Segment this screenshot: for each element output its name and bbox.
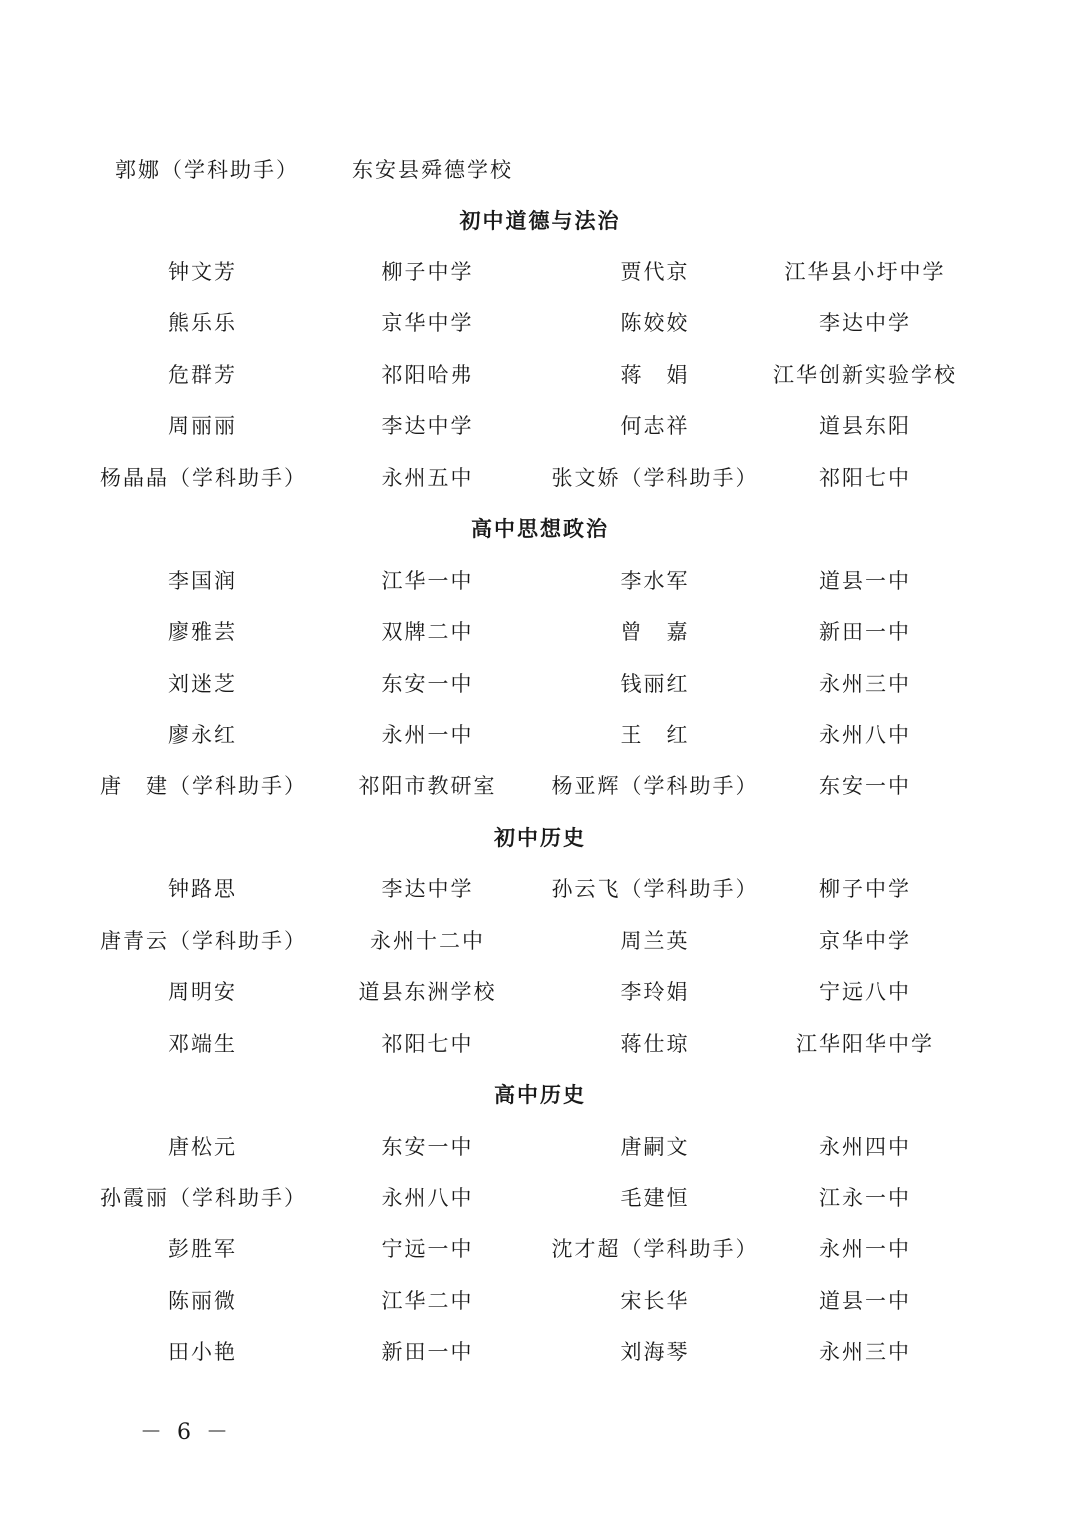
teacher-name: 唐 建（学科助手） bbox=[100, 774, 307, 798]
school-name: 祁阳市教研室 bbox=[358, 774, 497, 798]
teacher-name: 钟文芳 bbox=[168, 260, 237, 284]
teacher-name: 廖雅芸 bbox=[168, 620, 237, 644]
school-name: 永州四中 bbox=[819, 1135, 911, 1159]
teacher-name: 刘海琴 bbox=[620, 1340, 690, 1364]
table-row bbox=[0, 614, 1080, 650]
school-name: 宁远八中 bbox=[819, 980, 911, 1004]
section-title: 高中思想政治 bbox=[471, 516, 609, 541]
teacher-name: 蒋 娟 bbox=[620, 363, 690, 387]
table-row bbox=[0, 563, 1080, 599]
school-name: 双牌二中 bbox=[381, 620, 474, 644]
teacher-name: 贾代京 bbox=[620, 260, 690, 284]
school-name: 柳子中学 bbox=[381, 260, 474, 284]
school-name: 宁远一中 bbox=[381, 1237, 474, 1261]
school-name: 永州五中 bbox=[381, 466, 474, 490]
teacher-name: 杨晶晶（学科助手） bbox=[100, 466, 307, 490]
table-row bbox=[0, 1180, 1080, 1216]
school-name: 江华一中 bbox=[381, 569, 474, 593]
teacher-name: 蒋仕琼 bbox=[620, 1032, 690, 1056]
teacher-name: 钟路思 bbox=[168, 877, 237, 901]
school-name: 东安一中 bbox=[381, 672, 474, 696]
school-name: 永州八中 bbox=[819, 723, 911, 747]
school-name: 东安一中 bbox=[381, 1135, 474, 1159]
teacher-name: 周丽丽 bbox=[168, 414, 237, 438]
teacher-name: 宋长华 bbox=[620, 1289, 690, 1313]
teacher-name: 曾 嘉 bbox=[620, 620, 690, 644]
teacher-name: 陈姣姣 bbox=[620, 311, 690, 335]
teacher-name: 毛建恒 bbox=[620, 1186, 690, 1210]
section-title: 初中历史 bbox=[494, 825, 586, 850]
teacher-name: 钱丽红 bbox=[620, 672, 690, 696]
lead-name: 郭娜（学科助手） bbox=[115, 158, 299, 182]
school-name: 道县东洲学校 bbox=[358, 980, 497, 1004]
teacher-name: 王 红 bbox=[620, 723, 690, 747]
teacher-name: 刘迷芝 bbox=[168, 672, 237, 696]
teacher-name: 孙霞丽（学科助手） bbox=[100, 1186, 307, 1210]
teacher-name: 危群芳 bbox=[168, 363, 237, 387]
table-row bbox=[0, 974, 1080, 1010]
teacher-name: 唐嗣文 bbox=[620, 1135, 690, 1159]
teacher-name: 廖永红 bbox=[168, 723, 237, 747]
teacher-name: 彭胜军 bbox=[168, 1237, 237, 1261]
school-name: 道县东阳 bbox=[819, 414, 911, 438]
table-row bbox=[0, 1231, 1080, 1267]
school-name: 京华中学 bbox=[381, 311, 474, 335]
section-title: 高中历史 bbox=[494, 1082, 586, 1107]
table-row bbox=[0, 666, 1080, 702]
school-name: 李达中学 bbox=[819, 311, 911, 335]
teacher-name: 周兰英 bbox=[620, 929, 690, 953]
school-name: 永州三中 bbox=[819, 672, 911, 696]
school-name: 东安一中 bbox=[819, 774, 911, 798]
teacher-name: 唐松元 bbox=[168, 1135, 237, 1159]
school-name: 祁阳七中 bbox=[381, 1032, 474, 1056]
school-name: 江华创新实验学校 bbox=[773, 363, 957, 387]
table-row bbox=[0, 871, 1080, 907]
table-row bbox=[0, 460, 1080, 496]
school-name: 道县一中 bbox=[819, 1289, 911, 1313]
table-row bbox=[0, 1283, 1080, 1319]
school-name: 道县一中 bbox=[819, 569, 911, 593]
table-row bbox=[0, 1026, 1080, 1062]
table-row bbox=[0, 1129, 1080, 1165]
school-name: 永州八中 bbox=[381, 1186, 474, 1210]
teacher-name: 李玲娟 bbox=[620, 980, 690, 1004]
teacher-name: 李水军 bbox=[620, 569, 690, 593]
teacher-name: 周明安 bbox=[168, 980, 237, 1004]
table-row bbox=[0, 254, 1080, 290]
school-name: 永州一中 bbox=[381, 723, 474, 747]
school-name: 江华二中 bbox=[381, 1289, 474, 1313]
teacher-name: 杨亚辉（学科助手） bbox=[551, 774, 759, 798]
school-name: 李达中学 bbox=[381, 877, 474, 901]
table-row bbox=[0, 923, 1080, 959]
table-row bbox=[0, 717, 1080, 753]
table-row bbox=[0, 305, 1080, 341]
lead-entry bbox=[0, 152, 1080, 188]
teacher-name: 李国润 bbox=[168, 569, 237, 593]
teacher-name: 沈才超（学科助手） bbox=[551, 1237, 759, 1261]
teacher-name: 孙云飞（学科助手） bbox=[551, 877, 759, 901]
school-name: 永州一中 bbox=[819, 1237, 911, 1261]
school-name: 祁阳七中 bbox=[819, 466, 911, 490]
school-name: 京华中学 bbox=[819, 929, 911, 953]
school-name: 江华县小圩中学 bbox=[784, 260, 946, 284]
lead-school: 东安县舜德学校 bbox=[352, 158, 513, 182]
teacher-name: 田小艳 bbox=[168, 1340, 237, 1364]
school-name: 柳子中学 bbox=[819, 877, 911, 901]
table-row bbox=[0, 357, 1080, 393]
section-title: 初中道德与法治 bbox=[459, 208, 621, 233]
teacher-name: 唐青云（学科助手） bbox=[100, 929, 307, 953]
teacher-name: 张文娇（学科助手） bbox=[551, 466, 759, 490]
teacher-name: 何志祥 bbox=[620, 414, 690, 438]
table-row bbox=[0, 1334, 1080, 1370]
school-name: 江华阳华中学 bbox=[796, 1032, 934, 1056]
school-name: 江永一中 bbox=[819, 1186, 911, 1210]
table-row bbox=[0, 408, 1080, 444]
school-name: 新田一中 bbox=[819, 620, 911, 644]
table-row bbox=[0, 768, 1080, 804]
school-name: 永州三中 bbox=[819, 1340, 911, 1364]
school-name: 永州十二中 bbox=[370, 929, 485, 953]
teacher-name: 陈丽微 bbox=[168, 1289, 237, 1313]
teacher-name: 邓端生 bbox=[168, 1032, 237, 1056]
page-number: － 6 － bbox=[140, 1420, 232, 1445]
school-name: 祁阳哈弗 bbox=[381, 363, 474, 387]
school-name: 新田一中 bbox=[381, 1340, 474, 1364]
teacher-name: 熊乐乐 bbox=[168, 311, 237, 335]
school-name: 李达中学 bbox=[381, 414, 474, 438]
